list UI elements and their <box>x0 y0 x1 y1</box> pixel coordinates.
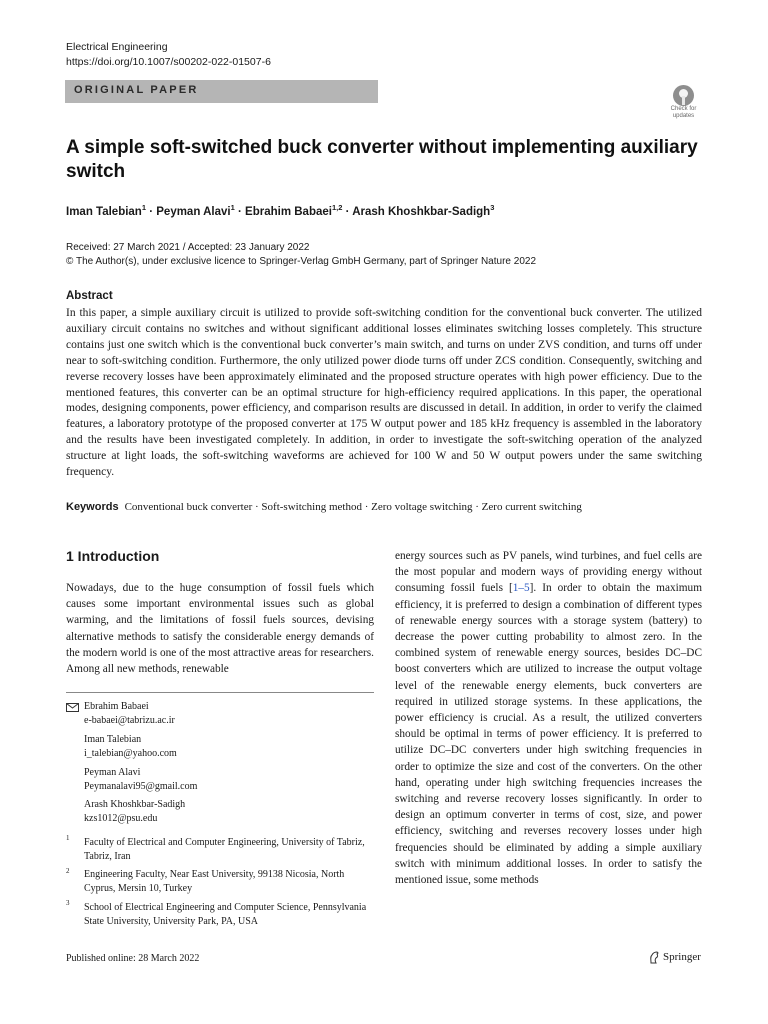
affiliation-text: School of Electrical Engineering and Computer Science, Pennsylvania State University, University Park, PA, USA <box>84 902 367 927</box>
copyright-notice: © The Author(s), under exclusive licence to Springer-Verlag GmbH Germany, part of Springer Nature 2022 <box>66 256 536 267</box>
affiliation-number: 2 <box>66 867 70 875</box>
contact-name: Peyman Alavi <box>84 767 141 778</box>
crossmark-icon <box>673 85 694 106</box>
contact-name: Arash Khoshkbar-Sadigh <box>84 799 186 810</box>
article-type-label: ORIGINAL PAPER <box>74 84 199 96</box>
springer-horse-icon <box>648 951 660 964</box>
section-heading: 1 Introduction <box>66 548 160 564</box>
article-type-banner <box>65 80 378 103</box>
keywords-list: Conventional buck converter · Soft-switching method · Zero voltage switching · Zero current switching <box>124 501 582 513</box>
publisher-name: Springer <box>663 951 701 964</box>
author-name: Iman Talebian <box>66 205 142 218</box>
contact-email[interactable]: Peymanalavi95@gmail.com <box>84 780 198 792</box>
published-date: Published online: 28 March 2022 <box>66 953 200 964</box>
contact-email[interactable]: i_talebian@yahoo.com <box>84 747 177 759</box>
paper-title: A simple soft-switched buck converter without implementing auxiliary switch <box>66 137 698 182</box>
intro-column-right: energy sources such as PV panels, wind turbines, and fuel cells are the most popular and modern ways of providing energy without consuming fossil fuels [1–5]. In order to obtain the maximum efficiency, it is preferred to design a combination of different types of renewable energy sources with a storage system (battery) to decrease the power cutting probability to almost zero. In the combined system of renewable energy sources, besides DC–DC boost converters which are utilized to increase the output voltage level of the renewable energy elements, buck converters are required in utilized storage systems. In these applications, the power efficiency is crucial. As a result, the utilized converters should be optimal in terms of power efficiency. It is preferred to utilize DC–DC converters under high switching frequencies in order to optimize the size and cost of the converters. On the other hand, operating under high switching frequencies increases the switching and reverse recovery losses significantly. In order to design an optimum converter in terms of cost, size, and power efficiency, switching and reverses recovery losses under high frequencies should be eliminated by adding a simple auxiliary switch with minimum additional losses. In order to satisfy the mentioned issue, some methods <box>395 550 702 887</box>
author-affiliation: 3 <box>490 203 495 212</box>
contact-entry <box>84 700 175 727</box>
citation-link[interactable]: 1–5 <box>512 582 530 595</box>
contact-email[interactable]: e-babaei@tabrizu.ac.ir <box>84 714 175 726</box>
contact-email[interactable]: kzs1012@psu.edu <box>84 812 158 824</box>
contact-name: Ebrahim Babaei <box>84 701 149 712</box>
affiliation-number: 3 <box>66 899 70 907</box>
journal-name: Electrical Engineering <box>66 41 168 53</box>
intro-column-left: Nowadays, due to the huge consumption of fossil fuels which causes some important environmental issues such as global warming, and the limitations of fossil fuels sources, devising alternative methods to satisfy the considerable energy demands of the modern world is one of the most attractive areas for researchers. Among all new methods, renewable <box>66 582 374 676</box>
affiliation-number: 1 <box>66 834 70 842</box>
contact-entry <box>84 766 197 793</box>
abstract-body: In this paper, a simple auxiliary circuit is utilized to provide soft-switching condition for the conventional buck converter. The utilized auxiliary circuit contains no switches and without significant additional losses eliminates switching losses completely. This structure contains just one switch which is the conventional buck converter’s main switch, and turns on under ZVS condition, and turns off under near to soft-switching condition. Furthermore, the only utilized power diode turns off under ZCS condition. Consequently, switching and reverse recovery losses have been approximately eliminated and the proposed structure operates with high power efficiency. Due to the mentioned features, this converter can be an optimal structure for high-efficiency required applications. In this paper, the operational modes, designing components, power efficiency, and comparison results are discussed in detail. In addition, in order to verify the claimed features, a laboratory prototype of the proposed converter at 175 W output power and 185 kHz frequency is assembled in the laboratory and the results have been investigated completely. In addition, in order to investigate the soft-switching operation of the analyzed structure at light loads, the soft-switching waveforms are achieved for 100 W and 50 W output powers under the same switching frequency. <box>66 307 702 479</box>
contact-name: Iman Talebian <box>84 734 142 745</box>
journal-header <box>66 40 271 70</box>
author-name: Peyman Alavi <box>156 205 231 218</box>
crossmark-label: Check for updates <box>670 106 697 119</box>
author-affiliation: 1,2 <box>331 203 343 212</box>
envelope-icon <box>66 703 79 712</box>
keywords <box>66 501 706 513</box>
author-affiliation: 1 <box>230 203 235 212</box>
author-name: Arash Khoshkbar-Sadigh <box>352 205 491 218</box>
author-list: Iman Talebian$^1$ · Peyman Alavi$^1$ · Ebrahim Babaei$^{1,2}$ · Arash Khoshkbar-Sadigh$^3$ <box>66 203 495 218</box>
affiliation-text: Faculty of Electrical and Computer Engineering, University of Tabriz, Tabriz, Iran <box>84 837 365 862</box>
contact-entry <box>84 733 177 760</box>
publication-dates <box>66 241 536 269</box>
check-for-updates-badge[interactable] <box>665 85 702 125</box>
contact-entry <box>84 798 185 825</box>
keywords-label: Keywords <box>66 501 119 513</box>
footnote-divider <box>66 692 374 693</box>
author-name: Ebrahim Babaei <box>245 205 332 218</box>
doi-link[interactable]: https://doi.org/10.1007/s00202-022-01507-6 <box>66 56 271 68</box>
author-affiliation: 1 <box>141 203 147 212</box>
received-accepted: Received: 27 March 2021 / Accepted: 23 January 2022 <box>66 242 310 253</box>
publisher-logo <box>648 951 701 964</box>
affiliation-text: Engineering Faculty, Near East University, 99138 Nicosia, North Cyprus, Mersin 10, Turkey <box>84 869 345 894</box>
abstract-heading: Abstract <box>66 290 113 302</box>
